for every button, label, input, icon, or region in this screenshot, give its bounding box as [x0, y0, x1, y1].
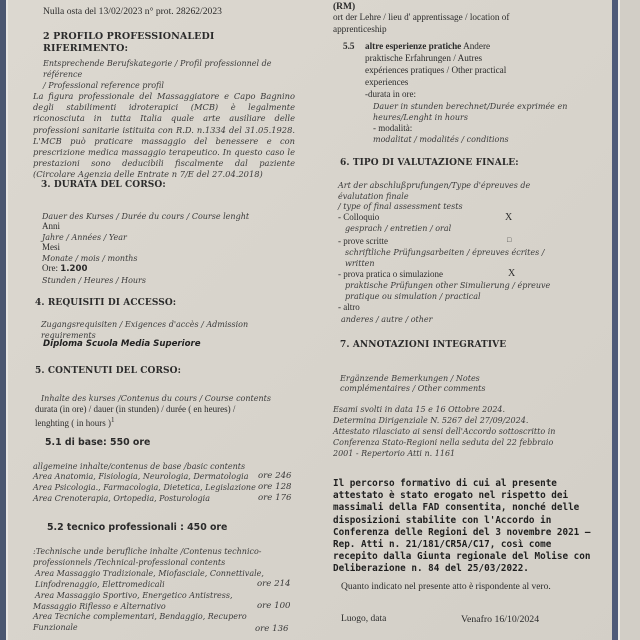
note-line: Esami svolti in data 15 e 16 Ottobre 2024.	[333, 405, 506, 414]
assessment-option-label: - prova pratica o simulazione	[338, 269, 443, 279]
section-6-translation-line1: Art der abschlußprufungen/Type d'épreuves de	[338, 181, 531, 190]
area-name: Area Psicologia., Farmacologia, Dietetica, Legislazione	[33, 483, 256, 492]
assessment-option-translation-line2: written	[345, 259, 375, 268]
footnote-mark: 1	[111, 416, 115, 424]
access-requirement-value: Diploma Scuola Media Superiore	[43, 339, 201, 349]
tech-area-1-line1: Area Massaggio Tradizionale, Miofasciale, Connettivale,	[35, 569, 264, 578]
area-hours: ore 128	[258, 482, 292, 492]
years-label: Anni	[42, 221, 60, 231]
section-2-title-line1: 2 PROFILO PROFESSIONALEDI	[43, 31, 215, 42]
section-7-translation-line2: complémentaires / Other comments	[340, 384, 486, 393]
note-line: Determina Dirigenziale N. 5267 del 27/09/2024.	[333, 416, 529, 425]
fad-statement: Il percorso formativo di cui al presente attestato è stato erogato nel rispetto dei massimali della FAD consentita, nonché delle disposizioni stabilite con l'Accordo in Conferenza delle Regioni del 3 novembre 2021 – Rep. Atti n. 21/181/CR5A/C17, così come recepito dalla Giunta regionale del Molise con Deliberazione n. 84 del 25/03/2022.	[333, 478, 591, 575]
section-7-title: 7. ANNOTAZIONI INTEGRATIVE	[340, 340, 507, 350]
section-6-title: 6. TIPO DI VALUTAZIONE FINALE:	[340, 158, 519, 168]
section-5-title: 5. CONTENUTI DEL CORSO:	[35, 366, 182, 376]
hours-translation: Stunden / Heures / Hours	[42, 276, 146, 285]
tech-area-3-line1: Area Tecniche complementari, Bendaggio, Recupero	[33, 612, 247, 621]
section-5-5-translation-line3: expériences pratiques / Other practical	[365, 65, 507, 75]
section-3-translation: Dauer des Kurses / Durée du cours / Course lenght	[42, 212, 250, 221]
section-5-translation-line3-row	[35, 416, 115, 428]
area-hours: ore 136	[255, 624, 289, 634]
location-translation-line2: apprenticeship	[333, 24, 387, 34]
area-hours: ore 246	[258, 471, 292, 481]
area-row	[33, 482, 291, 493]
section-5-translation-line3: lenghting ( in hours )	[35, 418, 111, 428]
area-name: Area Anatomia, Fisiologia, Neurologia, Dermatologia	[33, 472, 249, 481]
months-label: Mesi	[42, 242, 60, 252]
truthfulness-declaration: Quanto indicato nel presente atto è rispondente al vero.	[341, 582, 551, 592]
note-line: Conferenza Stato-Regioni nella seduta del 22 febbraio	[333, 438, 554, 447]
tech-area-2-line1: Area Massaggio Sportivo, Energetico Antistress,	[35, 591, 233, 600]
section-5-5-translation-line1: Andere	[463, 41, 491, 51]
section-5-translation-line1: Inhalte des kurses /Contenus du cours / Course contents	[41, 394, 271, 403]
section-4-title: 4. REQUISITI DI ACCESSO:	[35, 298, 177, 308]
duration-translation-line1: Dauer in stunden berechnet/Durée exprimée en	[373, 102, 568, 111]
area-row	[33, 493, 291, 504]
section-5-2-title: 5.2 tecnico professionali : 450 ore	[47, 522, 228, 533]
area-hours: ore 214	[257, 579, 291, 589]
assessment-option-label: - altro	[338, 302, 360, 312]
duration-label: -durata in ore:	[365, 89, 416, 99]
section-5-5-title-row	[365, 41, 490, 51]
area-row	[33, 471, 291, 482]
months-translation: Monate / mois / months	[42, 254, 138, 263]
section-2-translation-line3: / Professional reference profil	[43, 81, 164, 90]
section-7-translation-line1: Ergänzende Bemerkungen / Notes	[340, 374, 480, 383]
tech-area-1-line2: Linfodrenaggio, Elettromedicali	[35, 580, 165, 589]
section-5-2-translation-line1: :Technische unde berufliche inhalte /Contenus technico-	[33, 547, 262, 556]
area-hours: ore 100	[257, 601, 291, 611]
assessment-option-translation: anderes / autre / other	[341, 315, 433, 324]
section-5-translation-line2: durata (in ore) / dauer (in stunden) / durée ( en heures) /	[35, 404, 236, 414]
section-5-1-translation: allgemeine inhalte/contenus de base /basic contents	[33, 462, 246, 471]
note-line: 2001 - Repertorio Atti n. 1161	[333, 449, 456, 458]
assessment-option-mark: X	[508, 268, 516, 279]
hours-row	[42, 263, 87, 274]
place-date-label: Luogo, data	[341, 614, 387, 624]
years-translation: Jahre / Années / Year	[42, 233, 127, 242]
background-beyond-page	[620, 0, 640, 640]
section-4-translation-line2: requirements	[41, 331, 96, 340]
section-5-5-translation-line2: praktische Erfahrungen / Autres	[365, 53, 483, 63]
section-2-title-line2: RIFERIMENTO:	[43, 43, 129, 54]
mode-label: - modalità:	[373, 123, 413, 133]
area-name: Area Crenoterapia, Ortopedia, Posturologia	[33, 494, 210, 503]
section-5-5-translation-line4: experiences	[365, 77, 409, 87]
section-2-body: La figura professionale del Massaggiatore e Capo Bagnino degli stabilimenti idroterapici (MCB) è legalmente riconosciuta in tutta Italia quale arte ausiliare delle professioni sanitarie istituita con R.D. n.1334 del 31.05.1928. L'MCB può praticare massaggio del benessere e con prescrizione medica massaggio terapeutico. In questo caso le prestazioni sono deducibili fiscalmente dal paziente (Circolare Agenzia delle Entrate n 7/E del 27.04.2018)	[33, 91, 295, 180]
place-date-value: Venafro 16/10/2024	[461, 614, 540, 625]
page-border-left-highlight	[6, 0, 8, 640]
assessment-option-translation-line1: praktische Prüfungen other Simulierung / épreuve	[345, 281, 551, 290]
assessment-option-checkbox: □	[507, 236, 512, 244]
tech-area-3-line2: Funzionale	[33, 623, 78, 632]
area-row	[35, 579, 293, 590]
note-line: Attestato rilasciato ai sensi dell'Accordo sottoscritto in	[333, 427, 556, 436]
assessment-option-translation-line2: pratique ou simulation / practical	[345, 292, 481, 301]
location-translation-line1: ort der Lehre / lieu d' apprentissage / location of	[333, 12, 510, 22]
assessment-option-translation: gesprach / entretien / oral	[345, 224, 452, 233]
area-hours: ore 176	[258, 493, 292, 503]
section-5-1-title: 5.1 di base: 550 ore	[45, 437, 151, 448]
location-code: (RM)	[333, 2, 356, 12]
hours-label: Ore:	[42, 263, 58, 273]
assessment-option-mark: X	[505, 212, 513, 223]
assessment-option-label: - Colloquio	[338, 212, 380, 222]
mode-translation: modalitat / modalités / conditions	[373, 135, 509, 144]
section-2-translation-line1: Entsprechende Berufskategorie / Profil professionnel de	[43, 59, 272, 68]
section-4-translation-line1: Zugangsrequisiten / Exigences d'accès / Admission	[41, 320, 249, 329]
section-5-2-translation-line2: professionnels /Technical-professional contents	[33, 558, 226, 567]
assessment-option-label: - prove scritte	[338, 236, 388, 246]
section-5-5-title: altre esperienze pratiche	[365, 41, 462, 51]
tech-area-2-line2: Massaggio Riflesso e Alternativo	[33, 602, 166, 611]
section-2-translation-line2: référence	[43, 70, 83, 79]
duration-translation-line2: heures/Lenght in hours	[373, 113, 468, 122]
hours-value: 1.200	[60, 264, 88, 274]
nulla-osta-text: Nulla osta del 13/02/2023 n° prot. 28262/2023	[43, 6, 222, 17]
section-5-5-number: 5.5	[343, 41, 355, 51]
section-3-title: 3. DURATA DEL CORSO:	[41, 180, 166, 190]
area-row	[33, 622, 291, 633]
section-6-translation-line3: / type of final assessment tests	[338, 202, 463, 211]
section-6-translation-line2: évalutation finale	[338, 192, 409, 201]
assessment-option-translation-line1: schriftliche Prüfungsarbeiten / épreuves écrites /	[345, 248, 545, 257]
